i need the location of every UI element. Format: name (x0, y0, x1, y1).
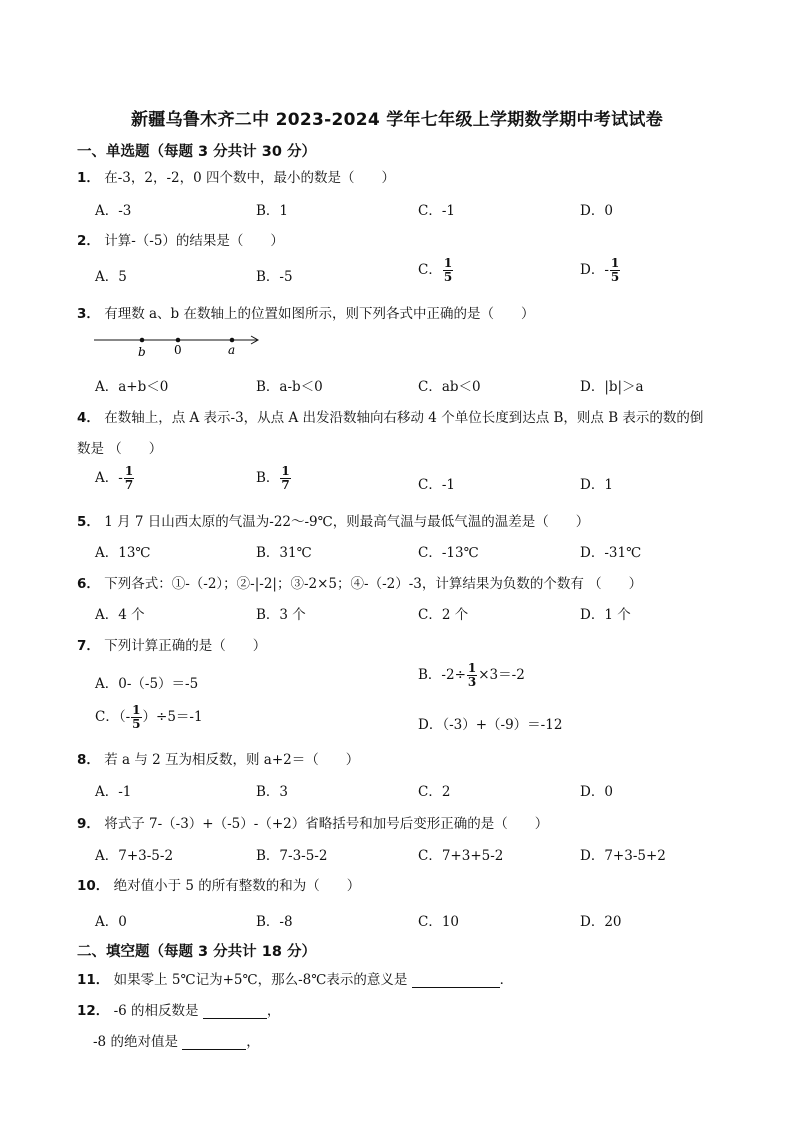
question-text: 在数轴上，点 A 表示-3，从点 A 出发沿数轴向右移动 4 个单位长度到达点 B，则点 B 表示的数的倒 (104, 410, 704, 426)
q6-option-d: D．1 个 (580, 607, 631, 623)
q7-option-d: D．（-3）+（-9）＝-12 (418, 717, 563, 733)
numerator: 1 (281, 464, 290, 478)
question-number: 12． (77, 1003, 110, 1019)
numerator: 1 (124, 464, 134, 478)
question-4-continued: 数是 （ ） (77, 441, 163, 457)
q1-option-d: D．0 (580, 203, 613, 219)
q1-option-a: A．-3 (95, 203, 132, 219)
q10-option-d: D．20 (580, 914, 622, 930)
question-text: 将式子 7-（-3）+（-5）-（+2）省略括号和加号后变形正确的是（ ） (104, 816, 549, 832)
question-number: 4． (77, 410, 100, 426)
question-4 (77, 406, 703, 426)
question-text: 下列各式：①-（-2）；②-|-2|；③-2×5；④-（-2）-3，计算结果为负数的个数有 （ ） (104, 576, 643, 592)
fraction (131, 704, 141, 731)
question-number: 3． (77, 306, 100, 322)
q7-option-b (418, 662, 525, 689)
fraction (443, 257, 453, 284)
question-1 (77, 166, 395, 186)
question-number: 9． (77, 816, 100, 832)
denominator: 5 (443, 270, 453, 284)
question-text: -8 的绝对值是 (93, 1034, 178, 1050)
q2-option-d (580, 257, 621, 284)
question-text: 下列计算正确的是（ ） (104, 638, 267, 654)
q7-option-c (95, 704, 203, 731)
question-number: 6． (77, 576, 100, 592)
option-label: C． (418, 262, 442, 278)
question-text: 绝对值小于 5 的所有整数的和为（ ） (113, 878, 361, 894)
numerator: 1 (467, 661, 477, 675)
q9-option-d: D．7+3-5+2 (580, 848, 666, 864)
answer-blank[interactable] (412, 973, 500, 988)
option-label: A．- (95, 470, 123, 486)
q2-option-b: B．-5 (256, 269, 293, 285)
point-zero-dot (176, 338, 181, 343)
section-heading-single-choice: 一、单选题（每题 3 分共计 30 分） (77, 144, 316, 160)
question-text: -6 的相反数是 (113, 1003, 199, 1019)
q3-option-b: B．a-b＜0 (256, 379, 323, 395)
q3-option-a: A．a+b＜0 (95, 379, 169, 395)
q10-option-b: B．-8 (256, 914, 293, 930)
question-text: 计算-（-5）的结果是（ ） (104, 233, 284, 249)
q1-option-c: C．-1 (418, 203, 455, 219)
q4-option-b (256, 465, 292, 492)
q9-option-c: C．7+3+5-2 (418, 848, 504, 864)
option-rest: ×3＝-2 (478, 667, 525, 683)
question-11 (77, 968, 513, 988)
q8-option-a: A．-1 (95, 784, 132, 800)
q5-option-a: A．13℃ (95, 545, 151, 561)
q3-option-d: D．|b|＞a (580, 379, 644, 395)
point-a-label: a (228, 343, 236, 357)
section-heading-fill-in: 二、填空题（每题 3 分共计 18 分） (77, 944, 316, 960)
option-label: C．（- (95, 709, 131, 725)
option-label: B．-2÷ (418, 667, 466, 683)
q4-option-c: C．-1 (418, 477, 455, 493)
numerator: 1 (443, 256, 453, 270)
punctuation: ， (266, 1003, 281, 1019)
question-number: 5． (77, 514, 100, 530)
punctuation: ， (246, 1034, 260, 1050)
option-label: D．- (580, 262, 609, 278)
numerator: 1 (610, 256, 620, 270)
denominator: 5 (610, 270, 620, 284)
point-b-label: b (138, 345, 146, 359)
q10-option-c: C．10 (418, 914, 460, 930)
q6-option-c: C．2 个 (418, 607, 469, 623)
q3-option-c: C．ab＜0 (418, 379, 481, 395)
question-8 (77, 748, 359, 768)
fraction (124, 465, 134, 492)
question-number: 8． (77, 752, 100, 768)
answer-blank[interactable] (182, 1035, 246, 1050)
question-number: 1． (77, 170, 100, 186)
question-5 (77, 510, 589, 530)
question-number: 11． (77, 972, 110, 988)
question-2 (77, 229, 284, 249)
number-line-figure (92, 330, 267, 360)
page-title: 新疆乌鲁木齐二中 2023-2024 学年七年级上学期数学期中考试试卷 (130, 110, 664, 130)
denominator: 3 (467, 675, 477, 689)
question-12 (77, 999, 280, 1019)
question-number: 2． (77, 233, 100, 249)
q4-option-a (95, 465, 135, 492)
question-12-part-2 (93, 1030, 260, 1050)
question-text: 在-3，2，-2，0 四个数中，最小的数是（ ） (104, 170, 395, 186)
question-text: 如果零上 5℃记为+5℃，那么-8℃表示的意义是 (113, 972, 408, 988)
q2-option-a: A．5 (95, 269, 127, 285)
q1-option-b: B．1 (256, 203, 289, 219)
point-zero-label: 0 (174, 343, 182, 357)
q8-option-b: B．3 (256, 784, 289, 800)
question-9 (77, 812, 548, 832)
q9-option-a: A．7+3-5-2 (95, 848, 174, 864)
q10-option-a: A．0 (95, 914, 127, 930)
question-10 (77, 874, 360, 894)
question-number: 7． (77, 638, 100, 654)
q8-option-d: D．0 (580, 784, 613, 800)
option-label: B． (256, 470, 280, 486)
question-text: 有理数 a、b 在数轴上的位置如图所示，则下列各式中正确的是（ ） (104, 306, 535, 322)
q6-option-b: B．3 个 (256, 607, 306, 623)
question-text: 1 月 7 日山西太原的气温为-22～-9℃，则最高气温与最低气温的温差是（ ） (104, 514, 590, 530)
fraction (610, 257, 620, 284)
fraction (280, 465, 290, 492)
q7-option-a: A．0-（-5）＝-5 (95, 676, 199, 692)
q9-option-b: B．7-3-5-2 (256, 848, 328, 864)
question-7 (77, 634, 266, 654)
fraction (467, 662, 477, 689)
answer-blank[interactable] (203, 1004, 267, 1019)
q5-option-b: B．31℃ (256, 545, 312, 561)
question-text: 若 a 与 2 互为相反数，则 a+2＝（ ） (104, 752, 360, 768)
question-3 (77, 302, 534, 322)
numerator: 1 (132, 703, 141, 717)
q5-option-d: D．-31℃ (580, 545, 642, 561)
q6-option-a: A．4 个 (95, 607, 145, 623)
point-a-dot (230, 338, 235, 343)
point-b-dot (140, 338, 145, 343)
q8-option-c: C．2 (418, 784, 451, 800)
q5-option-c: C．-13℃ (418, 545, 479, 561)
q2-option-c (418, 257, 454, 284)
option-rest: ）÷5＝-1 (142, 709, 203, 725)
question-6 (77, 572, 642, 592)
denominator: 5 (132, 717, 141, 731)
q4-option-d: D．1 (580, 477, 613, 493)
punctuation: ． (499, 972, 514, 988)
denominator: 7 (281, 478, 290, 492)
question-number: 10． (77, 878, 110, 894)
denominator: 7 (124, 478, 134, 492)
